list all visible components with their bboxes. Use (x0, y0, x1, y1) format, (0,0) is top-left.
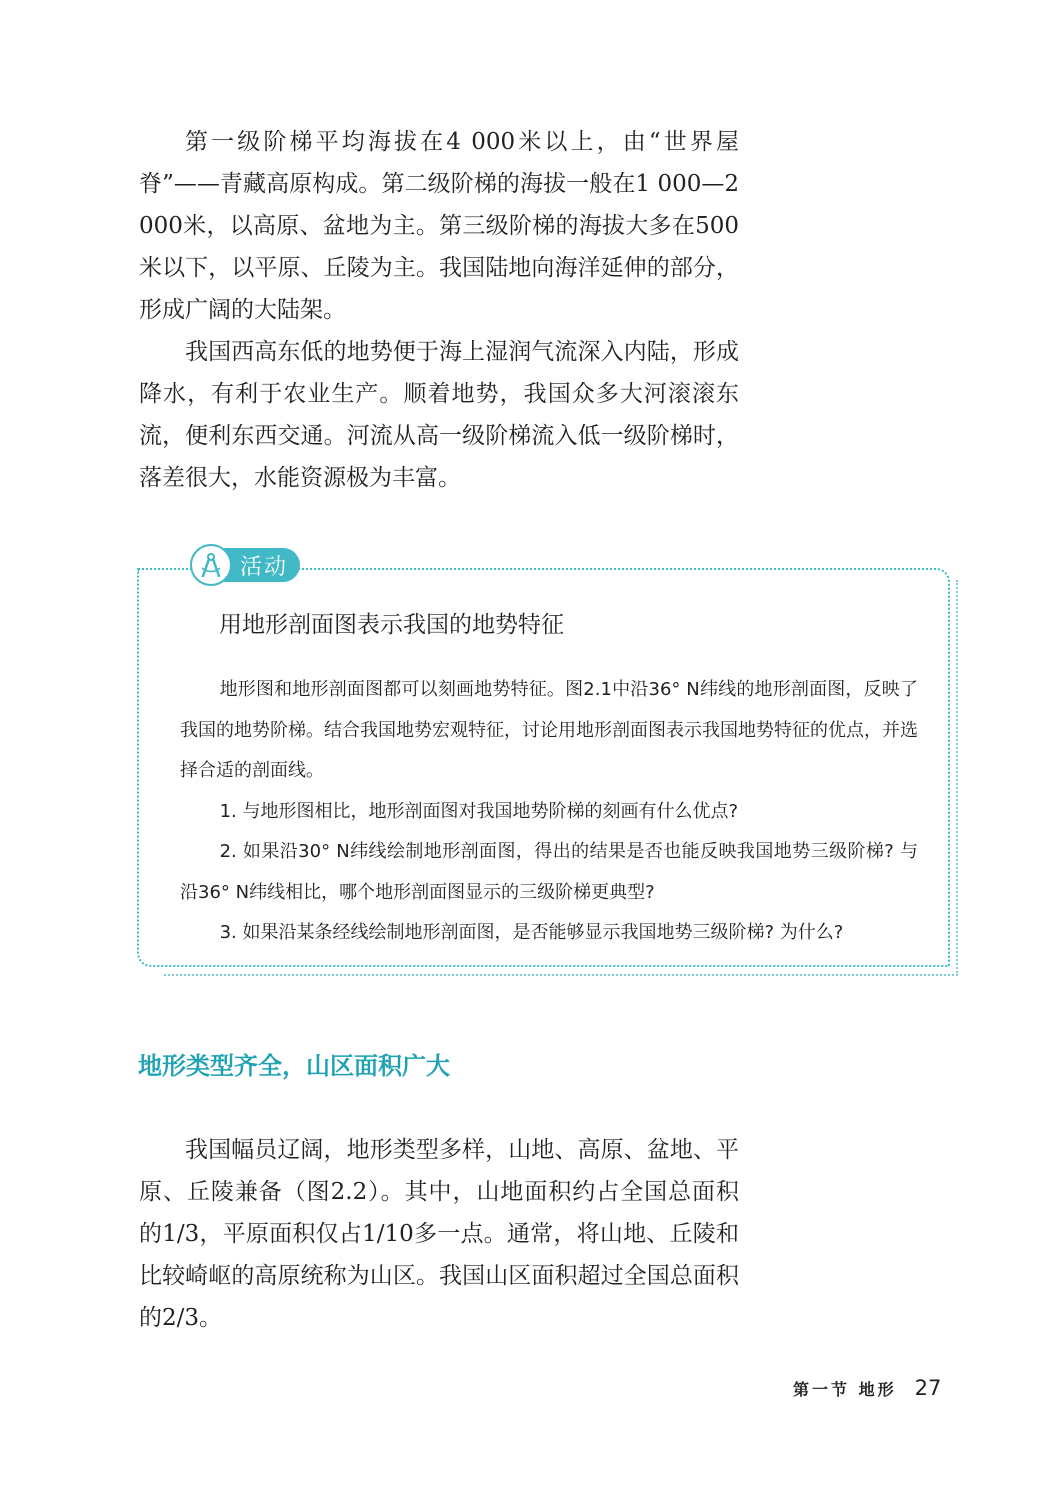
activity-question-1: 1. 与地形图相比，地形剖面图对我国地势阶梯的刻画有什么优点? (219, 800, 739, 822)
body-paragraphs-top (139, 121, 739, 499)
paragraph-terrain-types: 我国幅员辽阔，地形类型多样，山地、高原、盆地、平原、丘陵兼备（图2.2）。其中，山地面积约占全国总面积的1/3，平原面积仅占1/10多一点。通常，将山地、丘陵和比较崎岖的高原统称为山区。我国山区面积超过全国总面积的2/3。 (139, 1137, 739, 1331)
paragraph-terrain-benefits: 我国西高东低的地势便于海上湿润气流深入内陆，形成降水，有利于农业生产。顺着地势，我国众多大河滚滚东流，便利东西交通。河流从高一级阶梯流入低一级阶梯时，落差很大，水能资源极为丰富。 (139, 339, 739, 491)
compass-icon (190, 544, 232, 586)
section-heading: 地形类型齐全，山区面积广大 (138, 1052, 450, 1080)
activity-tag (190, 543, 300, 587)
paragraph-terrain-steps: 第一级阶梯平均海拔在4 000米以上，由“世界屋脊”——青藏高原构成。第二级阶梯的海拔一般在1 000—2 000米，以高原、盆地为主。第三级阶梯的海拔大多在500米以下，以平原、丘陵为主。我国陆地向海洋延伸的部分，形成广阔的大陆架。 (139, 129, 739, 323)
page-footer (793, 1376, 941, 1400)
activity-title: 用地形剖面图表示我国的地势特征 (219, 612, 564, 638)
activity-question-2: 2. 如果沿30° N纬线绘制地形剖面图，得出的结果是否也能反映我国地势三级阶梯? 与沿36° N纬线相比，哪个地形剖面图显示的三级阶梯更典型? (180, 841, 918, 903)
body-paragraphs-section (139, 1129, 739, 1339)
activity-intro: 地形图和地形剖面图都可以刻画地势特征。图2.1中沿36° N纬线的地形剖面图，反映了我国的地势阶梯。结合我国地势宏观特征，讨论用地形剖面图表示我国地势特征的优点，并选择合适的剖面线。 (180, 679, 918, 781)
page-number: 27 (914, 1376, 942, 1400)
activity-question-3: 3. 如果沿某条经线绘制地形剖面图，是否能够显示我国地势三级阶梯? 为什么? (219, 922, 844, 943)
footer-section-name: 第一节 地形 (793, 1380, 897, 1399)
activity-content (180, 670, 918, 954)
activity-tag-label: 活动 (224, 548, 300, 582)
